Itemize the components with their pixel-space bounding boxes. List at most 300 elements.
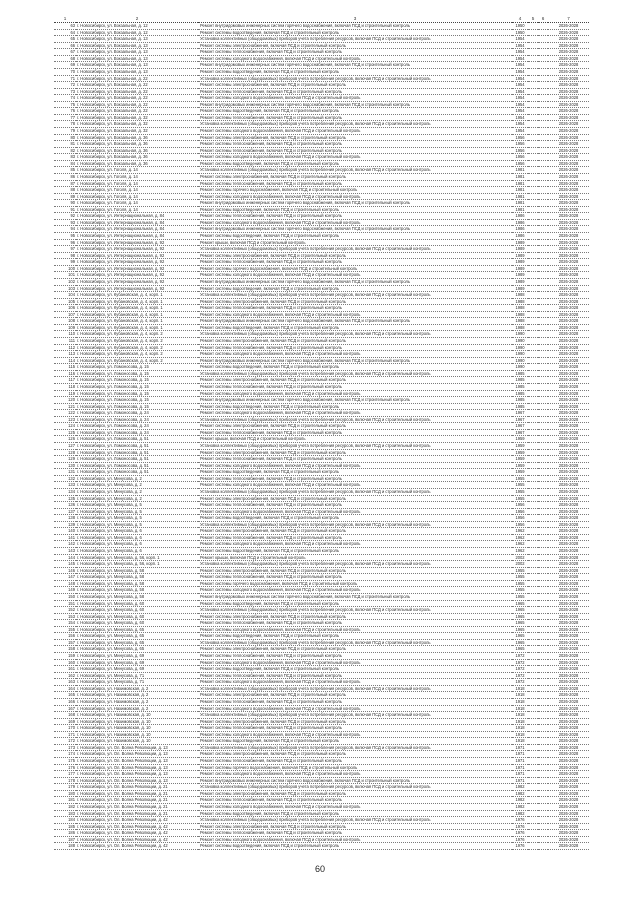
row-year: 1965 [512, 607, 528, 614]
row-work: Установка коллективных (общедомовых) приборов учета потребления ресурсов, включая ПСД и строительный контроль [198, 246, 512, 253]
row-period: 2026-2028 [548, 265, 589, 272]
row-work: Ремонт системы электроснабжения, включая ПСД и строительный контроль [198, 751, 512, 758]
row-address: г. Новосибирск, ул. Интернациональная, д. 92 [76, 272, 198, 279]
row-period: 2026-2028 [548, 803, 589, 810]
row-work: Ремонт системы водоотведения, включая ПСД и строительный контроль [198, 843, 512, 850]
row-period: 2026-2028 [548, 600, 589, 607]
row-year: 1990 [512, 338, 528, 345]
row-number: 76 [54, 108, 76, 115]
row-period: 2026-2028 [548, 646, 589, 653]
row-address: г. Новосибирск, ул. Минусова, д. 2 [76, 475, 198, 482]
row-year: 1985 [512, 397, 528, 404]
row-address: г. Новосибирск, ул. Минусова, д. 2 [76, 488, 198, 495]
row-address: г. Новосибирск, ул. Ол. Волна Революции, д. 42 [76, 817, 198, 824]
row-number: 182 [54, 803, 76, 810]
row-address: г. Новосибирск, ул. Кубановская, д. 4, корп. 2 [76, 357, 198, 364]
row-year: 1956 [512, 521, 528, 528]
row-address: г. Новосибирск, ул. Ол. Волна Революции, д. 13 [76, 777, 198, 784]
row-address: г. Новосибирск, ул. Ол. Волна Революции, д. 21 [76, 810, 198, 817]
row-number: 176 [54, 764, 76, 771]
row-year: 1989 [512, 239, 528, 246]
row-work: Ремонт внутридомовых инженерных систем горячего водоснабжения, включая ПСД и строительный контроль [198, 23, 512, 30]
row-year: 1959 [512, 469, 528, 476]
row-year: 1981 [512, 167, 528, 174]
row-address: г. Новосибирск, ул. Минусова, д. 56, корп. 1 [76, 554, 198, 561]
row-work: Ремонт системы теплоснабжения, включая ПСД и строительный контроль [198, 620, 512, 627]
row-address: г. Новосибирск, ул. Ломоносова, д. 24 [76, 423, 198, 430]
row-period: 2026-2028 [548, 823, 589, 830]
row-address: г. Новосибирск, ул. Кубановская, д. 4, корп. 1 [76, 318, 198, 325]
row-period: 2026-2028 [548, 160, 589, 167]
row-number: 148 [54, 580, 76, 587]
row-work: Ремонт системы теплоснабжения, включая ПСД и строительный контроль [198, 88, 512, 95]
row-work: Ремонт системы холодного водоснабжения, включая ПСД и строительный контроль [198, 705, 512, 712]
row-address: г. Новосибирск, ул. Ломоносова, д. 51 [76, 436, 198, 443]
row-address: г. Новосибирск, ул. Нахимовская, д. 10 [76, 718, 198, 725]
row-work: Ремонт системы холодного водоснабжения, включая ПСД и строительный контроль [198, 128, 512, 135]
row-number: 121 [54, 403, 76, 410]
row-work: Ремонт системы водоотведения, включая ПСД и строительный контроль [198, 233, 512, 240]
row-period: 2026-2028 [548, 68, 589, 75]
row-number: 109 [54, 324, 76, 331]
row-number: 67 [54, 49, 76, 56]
row-number: 162 [54, 672, 76, 679]
row-year: 1972 [512, 672, 528, 679]
row-year: 1988 [512, 311, 528, 318]
row-year: 1959 [512, 436, 528, 443]
row-year: 1989 [512, 259, 528, 266]
row-year: 1965 [512, 639, 528, 646]
row-period: 2026-2028 [548, 95, 589, 102]
row-work: Ремонт системы водоотведения, включая ПСД и строительный контроль [198, 108, 512, 115]
row-period: 2026-2028 [548, 383, 589, 390]
row-period: 2026-2028 [548, 36, 589, 43]
row-year: 1976 [512, 843, 528, 850]
row-number: 86 [54, 173, 76, 180]
row-number: 103 [54, 285, 76, 292]
row-work: Ремонт системы теплоснабжения, включая ПСД и строительный контроль [198, 141, 512, 148]
row-address: г. Новосибирск, ул. Ломоносова, д. 15 [76, 403, 198, 410]
row-number: 140 [54, 528, 76, 535]
row-number: 174 [54, 751, 76, 758]
row-work: Установка коллективных (общедомовых) приборов учета потребления ресурсов, включая ПСД и строительный контроль [198, 443, 512, 450]
row-year: 1956 [512, 147, 528, 154]
row-number: 102 [54, 278, 76, 285]
row-work: Ремонт системы теплоснабжения, включая ПСД и строительный контроль [198, 574, 512, 581]
row-year: 1965 [512, 646, 528, 653]
row-work: Ремонт системы электроснабжения, включая ПСД и строительный контроль [198, 42, 512, 49]
row-period: 2026-2028 [548, 810, 589, 817]
row-year: 1967 [512, 410, 528, 417]
row-address: г. Новосибирск, ул. Кубановская, д. 4, корп. 2 [76, 344, 198, 351]
row-number: 93 [54, 219, 76, 226]
row-period: 2026-2028 [548, 712, 589, 719]
row-number: 117 [54, 377, 76, 384]
row-address: г. Новосибирск, ул. Кубановская, д. 4, корп. 1 [76, 298, 198, 305]
row-year: 1954 [512, 55, 528, 62]
row-address: г. Новосибирск, ул. Ломоносова, д. 15 [76, 364, 198, 371]
row-work: Установка коллективных (общедомовых) приборов учета потребления ресурсов, включая ПСД и строительный контроль [198, 75, 512, 82]
row-year: 1976 [512, 823, 528, 830]
row-number: 114 [54, 357, 76, 364]
row-work: Ремонт системы теплоснабжения, включая ПСД и строительный контроль [198, 797, 512, 804]
row-work: Ремонт системы теплоснабжения, включая ПСД и строительный контроль [198, 758, 512, 765]
row-year: 1981 [512, 200, 528, 207]
row-year: 1918 [512, 692, 528, 699]
row-period: 2026-2028 [548, 154, 589, 161]
row-number: 129 [54, 456, 76, 463]
row-address: г. Новосибирск, ул. Кубановская, д. 4, корп. 1 [76, 292, 198, 299]
row-period: 2026-2028 [548, 554, 589, 561]
row-address: г. Новосибирск, ул. Вокзальная, д. 12 [76, 29, 198, 36]
row-period: 2026-2028 [548, 29, 589, 36]
row-work: Ремонт системы электроснабжения, включая ПСД и строительный контроль [198, 613, 512, 620]
row-period: 2026-2028 [548, 449, 589, 456]
row-address: г. Новосибирск, ул. Нахимовская, д. 2 [76, 685, 198, 692]
row-address: г. Новосибирск, ул. Вокзальная, д. 22 [76, 75, 198, 82]
row-number: 80 [54, 134, 76, 141]
row-address: г. Новосибирск, ул. Кубановская, д. 4, корп. 1 [76, 324, 198, 331]
row-number: 79 [54, 128, 76, 135]
row-work: Ремонт системы холодного водоснабжения, включая ПСД и строительный контроль [198, 390, 512, 397]
row-number: 83 [54, 154, 76, 161]
row-work: Ремонт внутридомовых инженерных систем горячего водоснабжения, включая ПСД и строительный контроль [198, 278, 512, 285]
row-number: 181 [54, 797, 76, 804]
row-year: 1918 [512, 725, 528, 732]
row-year: 1988 [512, 324, 528, 331]
row-year: 1971 [512, 764, 528, 771]
row-work: Установка коллективных (общедомовых) приборов учета потребления ресурсов, включая ПСД и строительный контроль [198, 416, 512, 423]
row-address: г. Новосибирск, ул. Минусова, д. 2 [76, 495, 198, 502]
row-work: Ремонт системы теплоснабжения, включая ПСД и строительный контроль [198, 259, 512, 266]
row-work: Ремонт системы теплоснабжения, включая ПСД и строительный контроль [198, 653, 512, 660]
row-year: 1989 [512, 278, 528, 285]
row-period: 2026-2028 [548, 567, 589, 574]
row-work: Ремонт системы электроснабжения, включая ПСД и строительный контроль [198, 646, 512, 653]
row-work: Ремонт системы электроснабжения, включая ПСД и строительный контроль [198, 495, 512, 502]
row-period: 2026-2028 [548, 482, 589, 489]
row-work: Ремонт системы горячего водоснабжения, включая ПСД и строительный контроль [198, 265, 512, 272]
row-address: г. Новосибирск, ул. Нахимовская, д. 10 [76, 731, 198, 738]
row-year: 1950 [512, 23, 528, 30]
row-work: Ремонт системы электроснабжения, включая ПСД и строительный контроль [198, 377, 512, 384]
row-period: 2026-2028 [548, 206, 589, 213]
row-year: 1962 [512, 534, 528, 541]
row-work: Ремонт системы водоотведения, включая ПСД и строительный контроль [198, 68, 512, 75]
row-address: г. Новосибирск, ул. Ол. Волна Революции, д. 21 [76, 797, 198, 804]
row-year: 1972 [512, 666, 528, 673]
row-period: 2026-2028 [548, 692, 589, 699]
row-work: Ремонт системы электроснабжения, включая ПСД и строительный контроль [198, 134, 512, 141]
row-year: 1981 [512, 173, 528, 180]
row-address: г. Новосибирск, ул. Ол. Волна Революции, д. 13 [76, 751, 198, 758]
row-number: 146 [54, 567, 76, 574]
row-number: 154 [54, 620, 76, 627]
row-work: Ремонт системы теплоснабжения, включая ПСД и строительный контроль [198, 456, 512, 463]
row-address: г. Новосибирск, ул. Минусова, д. 6 [76, 528, 198, 535]
row-address: г. Новосибирск, ул. Вокзальная, д. 36 [76, 154, 198, 161]
row-year: 1972 [512, 653, 528, 660]
row-number: 157 [54, 639, 76, 646]
row-number: 82 [54, 147, 76, 154]
row-number: 178 [54, 777, 76, 784]
row-year: 1990 [512, 331, 528, 338]
row-year: 1956 [512, 154, 528, 161]
row-number: 68 [54, 55, 76, 62]
row-year: 1955 [512, 475, 528, 482]
row-number: 115 [54, 364, 76, 371]
row-year: 1965 [512, 626, 528, 633]
row-period: 2026-2028 [548, 515, 589, 522]
row-number: 188 [54, 843, 76, 850]
row-address: г. Новосибирск, ул. Интернациональная, д. 84 [76, 233, 198, 240]
row-work: Установка коллективных (общедомовых) приборов учета потребления ресурсов, включая ПСД и строительный контроль [198, 488, 512, 495]
row-year: 1986 [512, 226, 528, 233]
row-period: 2026-2028 [548, 777, 589, 784]
row-address: г. Новосибирск, ул. Минусова, д. 60 [76, 600, 198, 607]
row-period: 2026-2028 [548, 121, 589, 128]
row-address: г. Новосибирск, ул. Ол. Волна Революции, д. 42 [76, 830, 198, 837]
table-row [54, 843, 589, 850]
row-work: Ремонт системы теплоснабжения, включая ПСД и строительный контроль [198, 180, 512, 187]
row-number: 73 [54, 88, 76, 95]
row-number: 88 [54, 187, 76, 194]
row-work: Ремонт системы горячего водоснабжения, включая ПСД и строительный контроль [198, 764, 512, 771]
row-work: Установка коллективных (общедомовых) приборов учета потребления ресурсов, включая ПСД и строительный контроль [198, 167, 512, 174]
row-year: 1988 [512, 305, 528, 312]
row-year: 1959 [512, 443, 528, 450]
row-period: 2026-2028 [548, 705, 589, 712]
row-period: 2026-2028 [548, 725, 589, 732]
row-work: Ремонт системы водоотведения, включая ПСД и строительный контроль [198, 160, 512, 167]
row-year: 1954 [512, 42, 528, 49]
row-period: 2026-2028 [548, 521, 589, 528]
row-work: Ремонт системы теплоснабжения, включая ПСД и строительный контроль [198, 429, 512, 436]
row-work: Ремонт системы холодного водоснабжения, включая ПСД и строительный контроль [198, 482, 512, 489]
row-address: г. Новосибирск, ул. Вокзальная, д. 22 [76, 101, 198, 108]
row-period: 2026-2028 [548, 246, 589, 253]
row-period: 2026-2028 [548, 561, 589, 568]
row-period: 2026-2028 [548, 351, 589, 358]
row-period: 2026-2028 [548, 42, 589, 49]
row-year: 1954 [512, 95, 528, 102]
row-number: 133 [54, 482, 76, 489]
row-address: г. Новосибирск, ул. Минусова, д. 58 [76, 587, 198, 594]
row-year: 1918 [512, 731, 528, 738]
row-period: 2026-2028 [548, 443, 589, 450]
row-period: 2026-2028 [548, 659, 589, 666]
row-address: г. Новосибирск, ул. Ол. Волна Революции, д. 21 [76, 803, 198, 810]
row-address: г. Новосибирск, ул. Минусова, д. 5 [76, 508, 198, 515]
row-period: 2026-2028 [548, 55, 589, 62]
row-work: Ремонт системы холодного водоснабжения, включая ПСД и строительный контроль [198, 351, 512, 358]
row-period: 2026-2028 [548, 259, 589, 266]
row-work: Ремонт системы холодного водоснабжения, включая ПСД и строительный контроль [198, 659, 512, 666]
row-number: 126 [54, 436, 76, 443]
row-period: 2026-2028 [548, 843, 589, 850]
row-number: 127 [54, 443, 76, 450]
row-number: 184 [54, 817, 76, 824]
row-year: 1954 [512, 128, 528, 135]
row-number: 185 [54, 823, 76, 830]
row-year: 2002 [512, 561, 528, 568]
row-address: г. Новосибирск, ул. Ол. Волна Революции, д. 13 [76, 764, 198, 771]
row-period: 2026-2028 [548, 593, 589, 600]
row-work: Ремонт системы электроснабжения, включая ПСД и строительный контроль [198, 790, 512, 797]
row-address: г. Новосибирск, ул. Интернациональная, д. 84 [76, 213, 198, 220]
row-address: г. Новосибирск, ул. Вокзальная, д. 32 [76, 121, 198, 128]
row-number: 168 [54, 712, 76, 719]
row-year: 1971 [512, 744, 528, 751]
row-address: г. Новосибирск, ул. Кубановская, д. 4, корп. 1 [76, 311, 198, 318]
row-number: 92 [54, 213, 76, 220]
row-period: 2026-2028 [548, 108, 589, 115]
row-address: г. Новосибирск, ул. Гоголя, д. 14 [76, 193, 198, 200]
row-period: 2026-2028 [548, 633, 589, 640]
row-period: 2026-2028 [548, 49, 589, 56]
row-period: 2026-2028 [548, 226, 589, 233]
row-address: г. Новосибирск, ул. Минусова, д. 65 [76, 646, 198, 653]
row-year: 1989 [512, 265, 528, 272]
row-year: 1985 [512, 390, 528, 397]
row-year: 1989 [512, 272, 528, 279]
row-address: г. Новосибирск, ул. Вокзальная, д. 22 [76, 82, 198, 89]
row-address: г. Новосибирск, ул. Ломоносова, д. 24 [76, 416, 198, 423]
row-work: Ремонт системы водоотведения, включая ПСД и строительный контроль [198, 403, 512, 410]
row-work: Установка коллективных (общедомовых) приборов учета потребления ресурсов, включая ПСД и строительный контроль [198, 639, 512, 646]
row-period: 2026-2028 [548, 679, 589, 686]
row-address: г. Новосибирск, ул. Ломоносова, д. 15 [76, 377, 198, 384]
row-number: 65 [54, 36, 76, 43]
row-address: г. Новосибирск, ул. Интернациональная, д. 92 [76, 239, 198, 246]
row-period: 2026-2028 [548, 193, 589, 200]
row-address: г. Новосибирск, ул. Ломоносова, д. 51 [76, 456, 198, 463]
row-period: 2026-2028 [548, 147, 589, 154]
row-period: 2026-2028 [548, 23, 589, 30]
row-year: 1990 [512, 351, 528, 358]
row-year: 1956 [512, 141, 528, 148]
row-number: 177 [54, 771, 76, 778]
row-number: 97 [54, 246, 76, 253]
row-period: 2026-2028 [548, 541, 589, 548]
row-address: г. Новосибирск, ул. Ломоносова, д. 24 [76, 429, 198, 436]
row-number: 183 [54, 810, 76, 817]
row-address: г. Новосибирск, ул. Минусова, д. 58 [76, 574, 198, 581]
header-col-5: 5 [528, 16, 538, 23]
row-work: Ремонт системы холодного водоснабжения, включая ПСД и строительный контроль [198, 587, 512, 594]
row-period: 2026-2028 [548, 88, 589, 95]
row-year: 1959 [512, 449, 528, 456]
row-number: 138 [54, 515, 76, 522]
row-year: 1982 [512, 810, 528, 817]
row-period: 2026-2028 [548, 502, 589, 509]
row-period: 2026-2028 [548, 364, 589, 371]
row-work: Ремонт крыши, включая ПСД и строительный контроль [198, 554, 512, 561]
row-number: 141 [54, 534, 76, 541]
row-address: г. Новосибирск, ул. Вокзальная, д. 13 [76, 55, 198, 62]
row-address: г. Новосибирск, ул. Минусова, д. 71 [76, 679, 198, 686]
row-number: 144 [54, 554, 76, 561]
row-address: г. Новосибирск, ул. Минусова, д. 56, корп. 1 [76, 561, 198, 568]
row-work: Ремонт системы холодного водоснабжения, включая ПСД и строительный контроль [198, 311, 512, 318]
row-year: 1956 [512, 502, 528, 509]
row-number: 91 [54, 206, 76, 213]
row-number: 110 [54, 331, 76, 338]
row-work: Установка коллективных (общедомовых) приборов учета потребления ресурсов, включая ПСД и строительный контроль [198, 685, 512, 692]
row-period: 2026-2028 [548, 429, 589, 436]
row-number: 167 [54, 705, 76, 712]
row-period: 2026-2028 [548, 219, 589, 226]
row-work: Установка коллективных (общедомовых) приборов учета потребления ресурсов, включая ПСД и строительный контроль [198, 561, 512, 568]
row-work: Установка коллективных (общедомовых) приборов учета потребления ресурсов, включая ПСД и строительный контроль [198, 36, 512, 43]
row-period: 2026-2028 [548, 653, 589, 660]
header-col-period: 7 [548, 16, 589, 23]
row-number: 106 [54, 305, 76, 312]
row-work: Установка коллективных (общедомовых) приборов учета потребления ресурсов, включая ПСД и строительный контроль [198, 521, 512, 528]
row-year: 1955 [512, 495, 528, 502]
row-number: 96 [54, 239, 76, 246]
row-number: 70 [54, 68, 76, 75]
row-work: Ремонт внутридомовых инженерных систем горячего водоснабжения, включая ПСД и строительный контроль [198, 593, 512, 600]
row-number: 128 [54, 449, 76, 456]
row-number: 150 [54, 593, 76, 600]
row-address: г. Новосибирск, ул. Интернациональная, д. 92 [76, 252, 198, 259]
row-address: г. Новосибирск, ул. Интернациональная, д. 92 [76, 278, 198, 285]
row-period: 2026-2028 [548, 771, 589, 778]
row-work: Ремонт системы электроснабжения, включая ПСД и строительный контроль [198, 528, 512, 535]
row-number: 122 [54, 410, 76, 417]
row-address: г. Новосибирск, ул. Нахимовская, д. 2 [76, 705, 198, 712]
row-year: 1950 [512, 29, 528, 36]
row-work: Установка коллективных (общедомовых) приборов учета потребления ресурсов, включая ПСД и строительный контроль [198, 817, 512, 824]
row-year: 1972 [512, 679, 528, 686]
row-address: г. Новосибирск, ул. Вокзальная, д. 22 [76, 95, 198, 102]
row-work: Ремонт системы холодного водоснабжения, включая ПСД и строительный контроль [198, 771, 512, 778]
row-period: 2026-2028 [548, 82, 589, 89]
row-period: 2026-2028 [548, 672, 589, 679]
row-work: Ремонт системы электроснабжения, включая ПСД и строительный контроль [198, 692, 512, 699]
row-period: 2026-2028 [548, 213, 589, 220]
row-work: Ремонт системы теплоснабжения, включая ПСД и строительный контроль [198, 830, 512, 837]
row-address: г. Новосибирск, ул. Ол. Волна Революции, д. 21 [76, 784, 198, 791]
row-address: г. Новосибирск, ул. Вокзальная, д. 22 [76, 108, 198, 115]
row-address: г. Новосибирск, ул. Вокзальная, д. 13 [76, 62, 198, 69]
row-number: 165 [54, 692, 76, 699]
row-address: г. Новосибирск, ул. Гоголя, д. 14 [76, 206, 198, 213]
row-period: 2026-2028 [548, 436, 589, 443]
row-address: г. Новосибирск, ул. Гоголя, д. 14 [76, 200, 198, 207]
row-period: 2026-2028 [548, 613, 589, 620]
row-work: Установка коллективных (общедомовых) приборов учета потребления ресурсов, включая ПСД и строительный контроль [198, 712, 512, 719]
row-period: 2026-2028 [548, 331, 589, 338]
row-work: Ремонт внутридомовых инженерных систем горячего водоснабжения, включая ПСД и строительный контроль [198, 62, 512, 69]
row-work: Ремонт системы теплоснабжения, включая ПСД и строительный контроль [198, 305, 512, 312]
row-number: 111 [54, 338, 76, 345]
row-year: 1965 [512, 633, 528, 640]
row-number: 78 [54, 121, 76, 128]
row-col6 [538, 843, 548, 850]
row-address: г. Новосибирск, ул. Интернациональная, д. 84 [76, 219, 198, 226]
row-number: 107 [54, 311, 76, 318]
row-number: 136 [54, 502, 76, 509]
row-period: 2026-2028 [548, 357, 589, 364]
row-year: 1976 [512, 830, 528, 837]
row-number: 163 [54, 679, 76, 686]
row-address: г. Новосибирск, ул. Минусова, д. 5 [76, 515, 198, 522]
row-work: Ремонт системы электроснабжения, включая ПСД и строительный контроль [198, 252, 512, 259]
row-address: г. Новосибирск, ул. Минусова, д. 58 [76, 593, 198, 600]
row-year: 1954 [512, 62, 528, 69]
